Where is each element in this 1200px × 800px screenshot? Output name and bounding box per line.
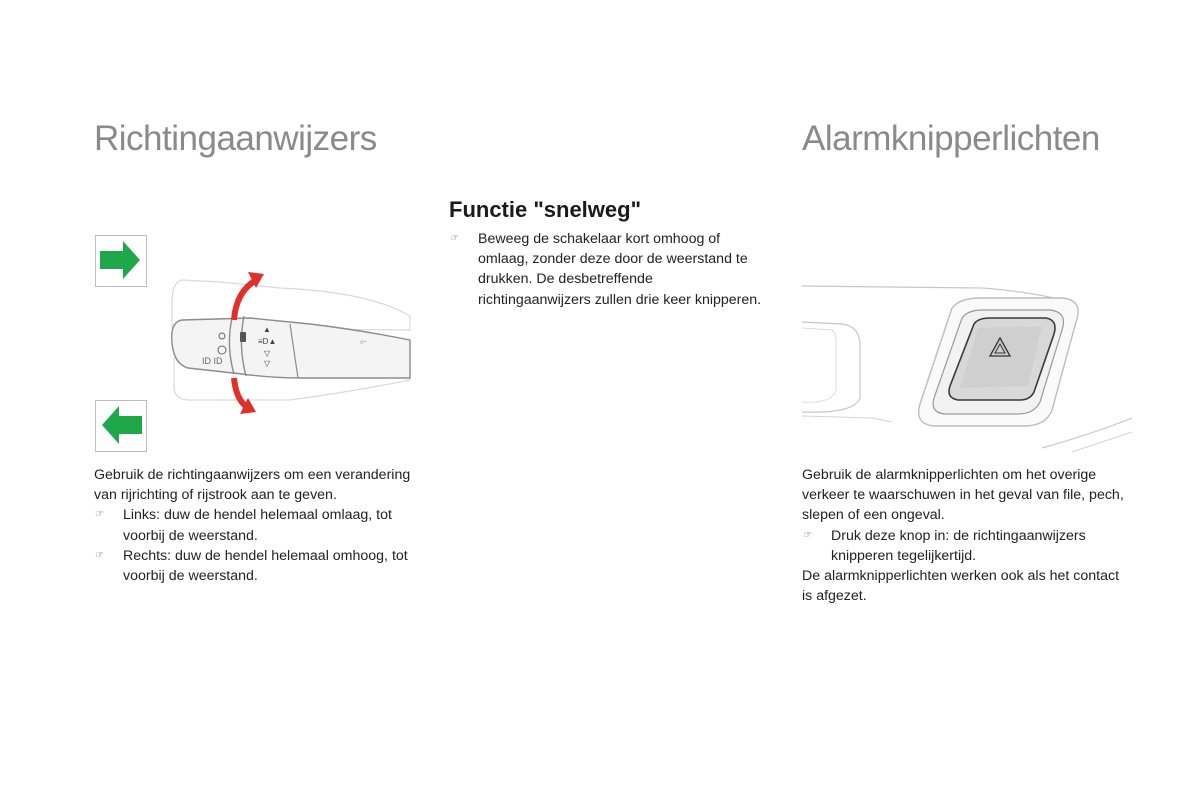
right-body (802, 465, 1132, 606)
left-body (94, 465, 424, 586)
list-item (94, 546, 424, 586)
list-item (94, 505, 424, 545)
right-bullet-1: Druk deze knop in: de richtingaanwijzers knipperen tegelijkertijd. (831, 527, 1086, 564)
middle-bullet-1: Beweeg de schakelaar kort omhoog of omlaag, zonder deze door de weerstand te drukken. De desbetreffende richtingaanwijzers zullen drie keer knipperen. (478, 231, 762, 308)
hand-pointer-icon: ☞ (95, 509, 104, 521)
svg-text:⟜: ⟜ (360, 336, 368, 346)
hand-pointer-icon: ☞ (450, 233, 459, 244)
left-title: Richtingaanwijzers (94, 119, 377, 158)
hand-pointer-icon: ☞ (95, 549, 104, 561)
hazard-button-illustration (802, 282, 1132, 454)
right-outro: De alarmknipperlichten werken ook als het contact is afgezet. (802, 568, 1120, 605)
left-intro: Gebruik de richtingaanwijzers om een verandering van rijrichting of rijstrook aan te geven. (94, 467, 411, 504)
left-bullet-1: Links: duw de hendel helemaal omlaag, tot voorbij de weerstand. (123, 507, 392, 544)
hand-pointer-icon: ☞ (803, 529, 812, 541)
list-item (449, 229, 779, 310)
left-turn-indicator (95, 400, 147, 452)
middle-body (449, 229, 779, 310)
right-intro: Gebruik de alarmknipperlichten om het overige verkeer te waarschuwen in het geval van file, pech, slepen of een ongeval. (802, 467, 1124, 524)
list-item (802, 526, 1132, 566)
arrow-right-icon (96, 236, 146, 286)
svg-text:≡D▲: ≡D▲ (258, 337, 277, 346)
svg-text:▽: ▽ (264, 349, 271, 358)
middle-heading: Functie "snelweg" (449, 197, 642, 222)
svg-text:▲: ▲ (263, 325, 271, 334)
arrow-left-icon (96, 401, 146, 451)
stalk-illustration (160, 268, 420, 418)
left-bullet-2: Rechts: duw de hendel helemaal omhoog, tot voorbij de weerstand. (123, 547, 408, 585)
svg-text:ID ID: ID ID (202, 356, 223, 366)
right-title: Alarmknipperlichten (802, 119, 1100, 158)
svg-text:▽: ▽ (264, 359, 271, 368)
right-turn-indicator (95, 235, 147, 287)
